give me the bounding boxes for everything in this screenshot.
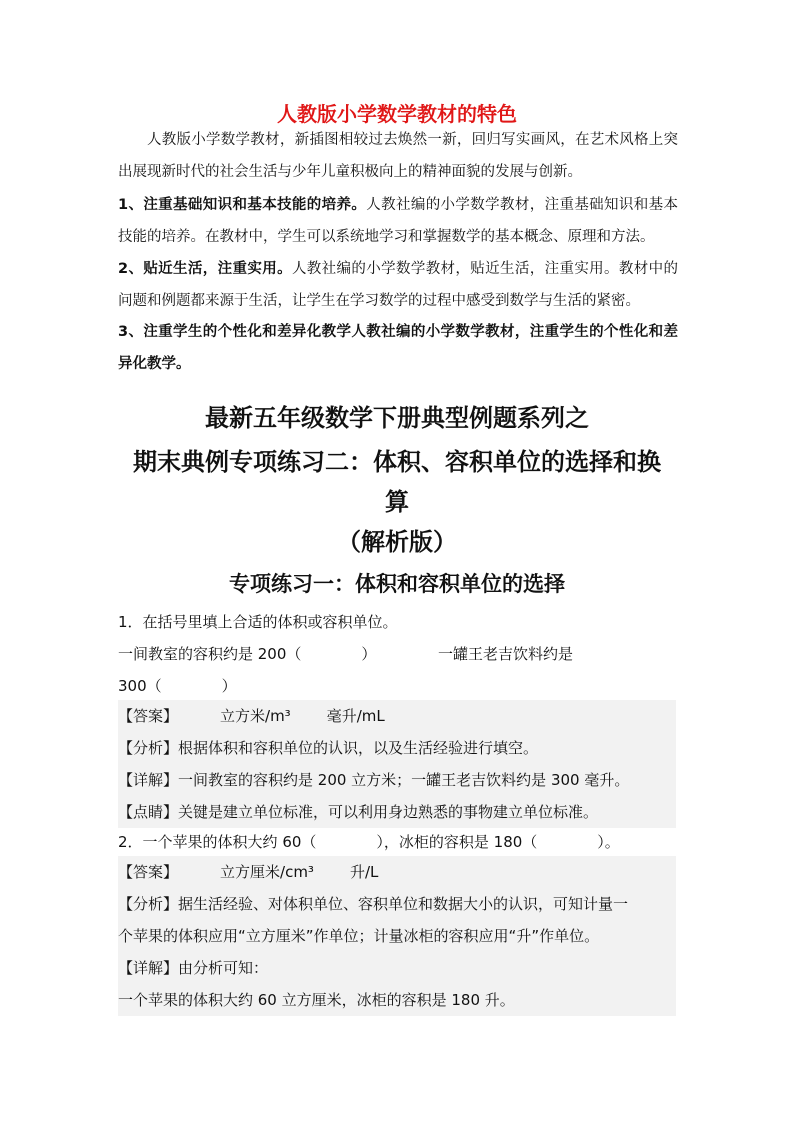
intro-item-2 xyxy=(118,253,678,317)
q1-blank-c: 300（ ） xyxy=(118,677,237,695)
q2-detail: 由分析可知： xyxy=(178,959,269,977)
q2-detail-row-2 xyxy=(118,984,676,1016)
intro-item-2-text: 人教社编的小学数学教材，贴近生活，注重实用。教材中的问题和例题都来源于生活，让学生在学习数学的过程中感受到数学与生活的紧密。 xyxy=(118,261,678,309)
answer-tag: 【答案】 xyxy=(118,707,179,725)
q1-answer-1: 立方米/m³ xyxy=(220,707,291,725)
q1-detail: 一间教室的容积约是 200 立方米；一罐王老吉饮料约是 300 毫升。 xyxy=(178,771,630,789)
detail-tag: 【详解】 xyxy=(118,771,179,789)
answer-tag: 【答案】 xyxy=(118,863,179,881)
q2-answer-row xyxy=(118,856,676,888)
intro-item-2-heading: 2、贴近生活，注重实用。 xyxy=(118,261,292,277)
analysis-tag: 【分析】 xyxy=(118,739,179,757)
q2-answer-2: 升/L xyxy=(349,863,379,881)
q1-analysis: 根据体积和容积单位的认识，以及生活经验进行填空。 xyxy=(178,739,539,757)
q1-point-row xyxy=(118,796,676,828)
q2-answer-1: 立方厘米/cm³ xyxy=(220,863,314,881)
detail-tag: 【详解】 xyxy=(118,959,179,977)
intro-item-1-text: 人教社编的小学数学教材，注重基础知识和基本技能的培养。在教材中，学生可以系统地学习和掌握数学的基本概念、原理和方法。 xyxy=(118,197,678,245)
q2-detail-2: 一个苹果的体积大约 60 立方厘米，冰柜的容积是 180 升。 xyxy=(118,991,515,1009)
q1-detail-row xyxy=(118,764,676,796)
intro-item-3 xyxy=(118,316,678,380)
q2-analysis-row-2 xyxy=(118,920,676,952)
main-title-line-2: 期末典例专项练习二：体积、容积单位的选择和换 xyxy=(133,448,661,476)
main-title-line-3: 算 xyxy=(385,488,409,516)
q1-answer-row xyxy=(118,700,676,732)
q1-blank-b: 一罐王老吉饮料约是 xyxy=(438,645,574,663)
section-title: 专项练习一：体积和容积单位的选择 xyxy=(229,572,565,596)
intro-item-1-heading: 1、注重基础知识和基本技能的培养。 xyxy=(118,197,367,213)
q1-analysis-row xyxy=(118,732,676,764)
q2-analysis-1: 据生活经验、对体积单位、容积单位和数据大小的认识，可知计量一 xyxy=(178,895,629,913)
q1-point: 关键是建立单位标准，可以利用身边熟悉的事物建立单位标准。 xyxy=(178,803,599,821)
intro-paragraph: 人教版小学数学教材，新插图相较过去焕然一新，回归写实画风，在艺术风格上突出展现新时代的社会生活与少年儿童积极向上的精神面貌的发展与创新。 xyxy=(118,132,678,180)
page-title: 人教版小学数学教材的特色 xyxy=(277,102,517,126)
q1-answer-2: 毫升/mL xyxy=(326,707,385,725)
q1-stem: 1．在括号里填上合适的体积或容积单位。 xyxy=(118,613,398,631)
main-title-line-1: 最新五年级数学下册典型例题系列之 xyxy=(205,404,589,432)
intro-item-1 xyxy=(118,189,678,253)
point-tag: 【点睛】 xyxy=(118,803,179,821)
analysis-tag: 【分析】 xyxy=(118,895,179,913)
q1-blank-a: 一间教室的容积约是 200（ ） xyxy=(118,645,377,663)
q2-analysis-row xyxy=(118,888,676,920)
intro-item-3-text: 3、注重学生的个性化和差异化教学人教社编的小学数学教材，注重学生的个性化和差异化教学。 xyxy=(118,324,678,372)
q2-stem: 2．一个苹果的体积大约 60（ ），冰柜的容积是 180（ ）。 xyxy=(118,833,620,851)
q2-analysis-2: 个苹果的体积应用“立方厘米”作单位；计量冰柜的容积应用“升”作单位。 xyxy=(118,927,600,945)
q2-detail-row xyxy=(118,952,676,984)
main-title-line-4: （解析版） xyxy=(337,528,457,556)
